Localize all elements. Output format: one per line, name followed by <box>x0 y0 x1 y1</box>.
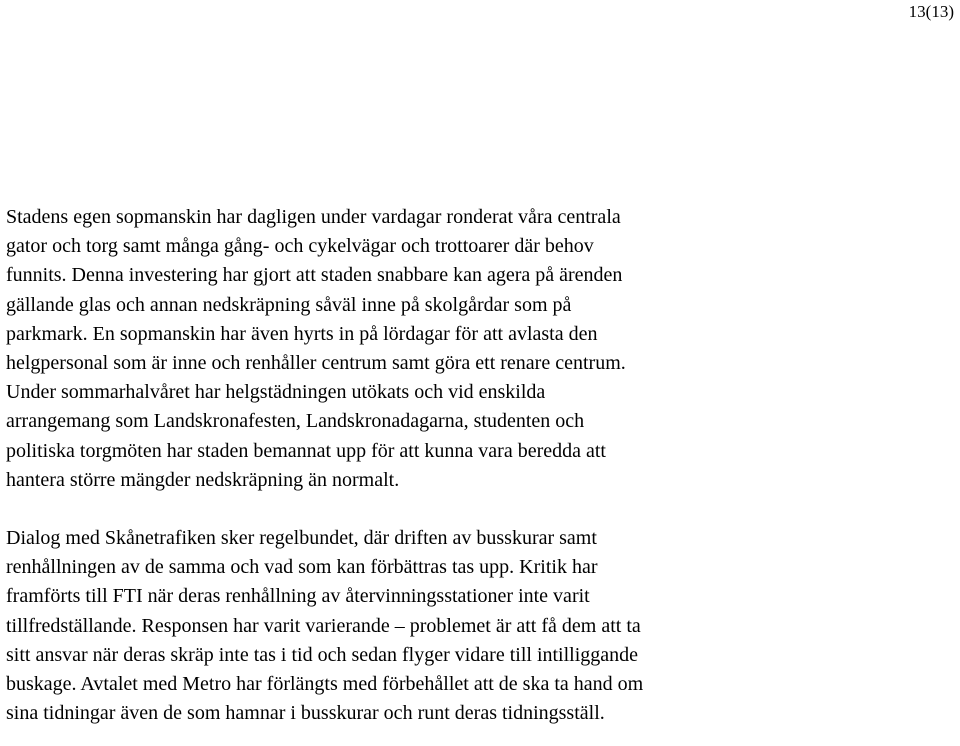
paragraph-1 <box>6 203 956 495</box>
text-line: Dialog med Skånetrafiken sker regelbundet, där driften av busskurar samt <box>6 527 597 550</box>
body-text <box>6 203 956 728</box>
text-line: helgpersonal som är inne och renhåller centrum samt göra ett renare centrum. <box>6 352 626 375</box>
paragraph-2 <box>6 524 956 728</box>
text-line: tillfredställande. Responsen har varit varierande – problemet är att få dem att ta <box>6 614 641 637</box>
page-number: 13(13) <box>908 2 954 21</box>
text-line: sitt ansvar när deras skräp inte tas i tid och sedan flyger vidare till intilliggande <box>6 643 639 666</box>
text-line: framförts till FTI när deras renhållning av återvinningsstationer inte varit <box>6 585 590 608</box>
text-line: gator och torg samt många gång- och cykelvägar och trottoarer där behov <box>6 235 594 258</box>
text-line: parkmark. En sopmanskin har även hyrts in på lördagar för att avlasta den <box>6 322 598 345</box>
text-line: politiska torgmöten har staden bemannat upp för att kunna vara beredda att <box>6 439 606 462</box>
text-line: Stadens egen sopmanskin har dagligen under vardagar ronderat våra centrala <box>6 206 621 228</box>
text-line: renhållningen av de samma och vad som kan förbättras tas upp. Kritik har <box>6 556 598 579</box>
text-line: sina tidningar även de som hamnar i busskurar och runt deras tidningsställ. <box>6 702 605 725</box>
paragraph-spacer <box>6 495 956 524</box>
text-line: gällande glas och annan nedskräpning såväl inne på skolgårdar som på <box>6 293 572 316</box>
text-line: hantera större mängder nedskräpning än normalt. <box>6 468 400 491</box>
text-line: buskage. Avtalet med Metro har förlängts med förbehållet att de ska ta hand om <box>6 673 644 696</box>
text-line: Under sommarhalvåret har helgstädningen utökats och vid enskilda <box>6 381 546 404</box>
text-line: funnits. Denna investering har gjort att staden snabbare kan agera på ärenden <box>6 264 623 287</box>
text-line: arrangemang som Landskronafesten, Landskronadagarna, studenten och <box>6 410 585 433</box>
